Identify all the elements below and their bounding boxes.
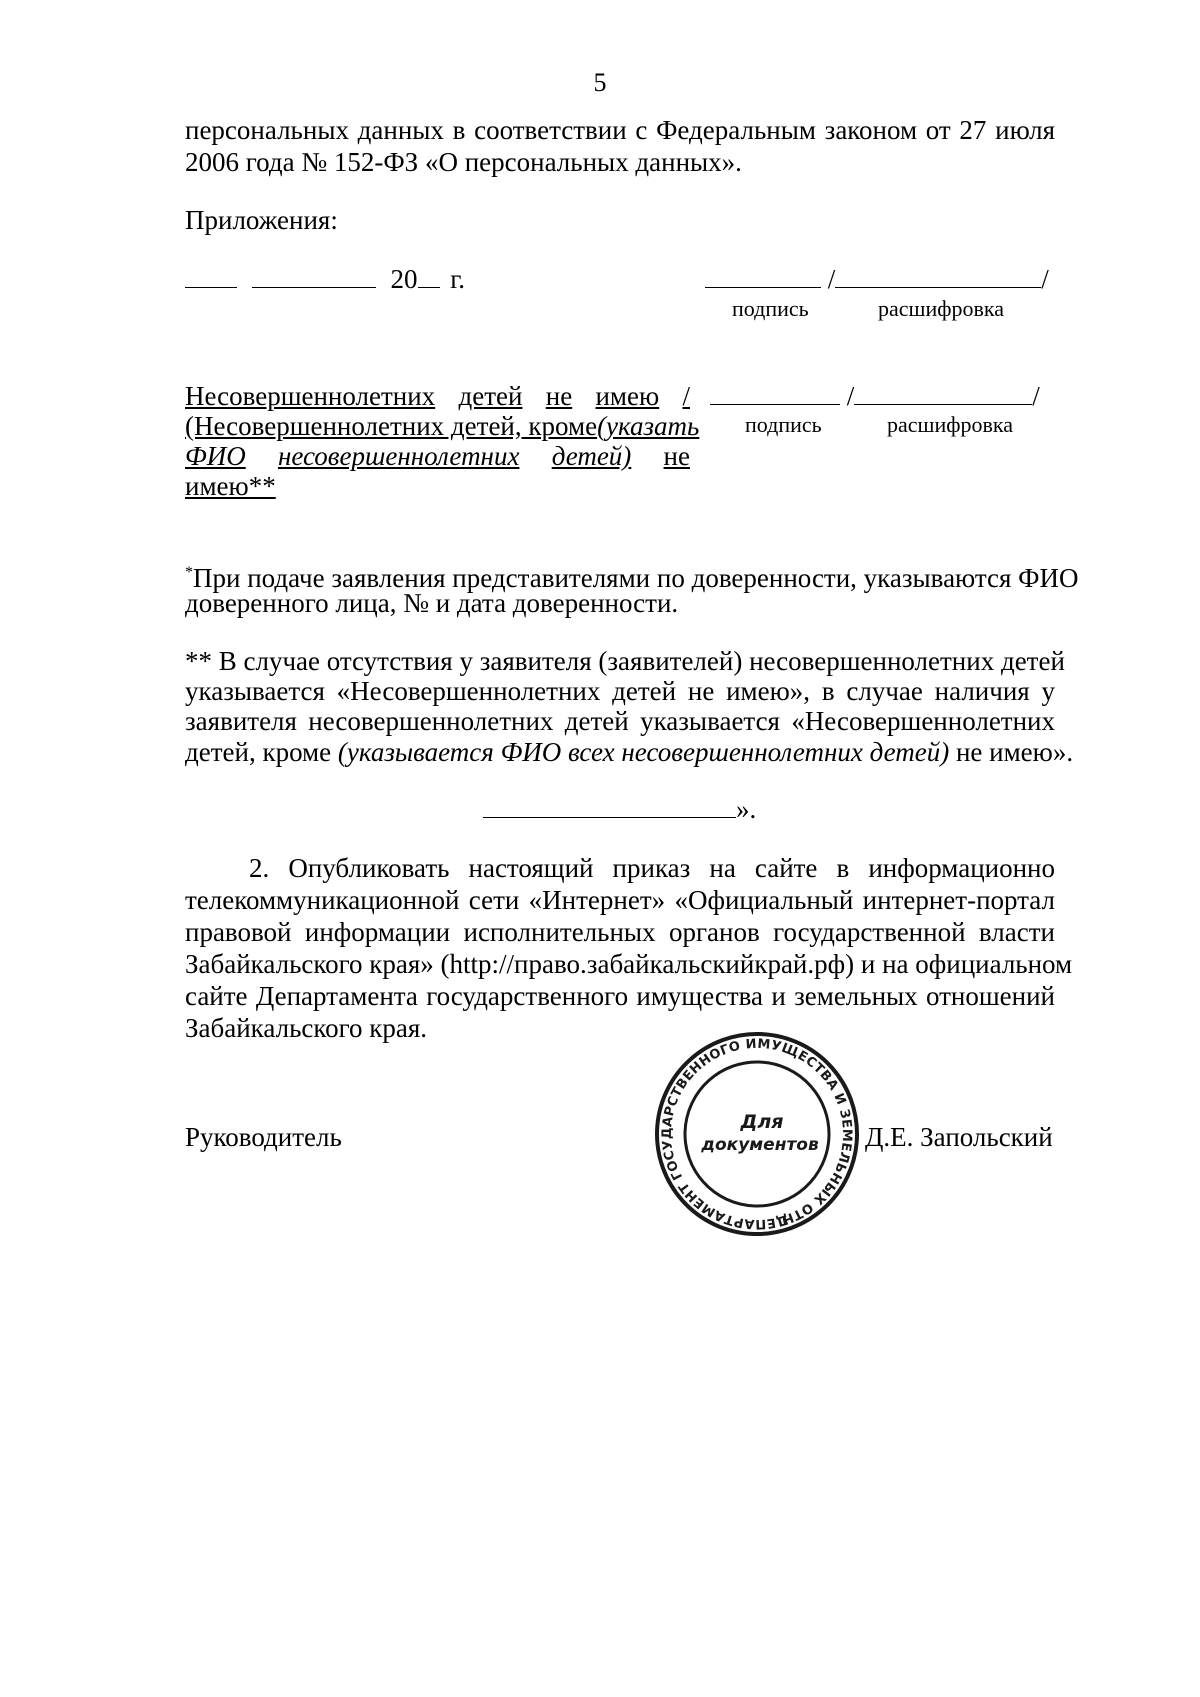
item2-line-2: телекоммуникационной сети «Интернет» «Официальный интернет-портал: [185, 885, 1055, 915]
signature-line-1: / /: [705, 263, 1049, 295]
children-line-2-prefix: (Несовершеннолетних детей, кроме: [185, 411, 598, 441]
children-word: имею: [595, 381, 660, 411]
year-prefix: 20: [390, 264, 418, 294]
decoding-label-1: расшифровка: [878, 296, 1005, 321]
attachments-label: Приложения:: [185, 205, 338, 235]
item2-line-5: сайте Департамента государственного имущества и земельных отношений: [185, 981, 1055, 1011]
footnote-2-line-2: указывается «Несовершеннолетних детей не имею», в случае наличия у: [185, 676, 1055, 706]
footnote-1-line-2: доверенного лица, № и дата доверенности.: [185, 588, 679, 618]
signatory-name: Д.Е. Запольский: [865, 1122, 1053, 1152]
intro-line-1: персональных данных в соответствии с Федеральным законом от 27 июля: [185, 115, 1055, 145]
decoding-blank: [854, 403, 1032, 405]
item2-line-3: правовой информации исполнительных органов государственной власти: [185, 917, 1055, 947]
footnote-2-suffix: не имею».: [949, 737, 1074, 767]
item2-line-6: Забайкальского края.: [185, 1013, 428, 1043]
footnote-2-line-3: заявителя несовершеннолетних детей указывается «Несовершеннолетних: [185, 706, 1055, 736]
decoding-blank: [835, 286, 1041, 288]
closing-line: [483, 793, 756, 825]
children-italic-word: детей): [551, 441, 632, 471]
children-line-2-italic: (указать: [597, 411, 700, 441]
children-word: не: [545, 381, 573, 411]
footnote-2-italic: (указывается ФИО всех несовершеннолетних детей): [337, 737, 950, 767]
footnote-2-line-4: [185, 736, 1073, 768]
closing-blank: [483, 816, 736, 818]
page-number: 5: [593, 68, 607, 97]
signature-line-2: / /: [710, 380, 1040, 412]
children-line-3-tail: не: [663, 441, 690, 471]
day-blank: [185, 286, 237, 288]
children-italic-word: несовершеннолетних: [277, 441, 520, 471]
closing-quote: ».: [736, 794, 757, 824]
year-suffix: г.: [450, 264, 466, 294]
signature-label-2: подпись: [745, 412, 822, 437]
children-line-4: имею**: [185, 471, 276, 501]
footnote-1-text: При подаче заявления представителями по доверенности, указываются ФИО: [193, 563, 1079, 593]
footnote-mark: *: [185, 564, 193, 581]
year-blank: [418, 286, 440, 288]
children-line-2: [185, 410, 700, 442]
item2-line-4: Забайкальского края» (http://право.забайкальскийкрай.рф) и на официальном: [185, 949, 1073, 979]
official-stamp: [650, 1030, 865, 1238]
decoding-label-2: расшифровка: [887, 412, 1014, 437]
stamp-center-line-2: документов: [701, 1135, 819, 1155]
signature-label-1: подпись: [732, 296, 809, 321]
signature-blank: [710, 403, 840, 405]
item2-line-1: 2. Опубликовать настоящий приказ на сайте в информационно: [249, 853, 1055, 883]
children-line-1: [185, 380, 690, 412]
month-blank: [252, 286, 376, 288]
intro-line-2: 2006 года № 152-ФЗ «О персональных данных».: [185, 147, 742, 177]
children-line-3: [185, 440, 690, 472]
stamp-ring-text: ДЕПАРТАМЕНТ ГОСУДАРСТВЕННОГО ИМУЩЕСТВА И ЗЕМЕЛЬНЫХ ОТНОШЕНИЙ: [659, 1036, 855, 1232]
date-line: [185, 263, 465, 295]
footnote-2-line-1: ** В случае отсутствия у заявителя (заявителей) несовершеннолетних детей: [185, 646, 1065, 676]
children-word: Несовершеннолетних: [185, 381, 436, 411]
children-word: /: [682, 381, 690, 411]
signatory-title: Руководитель: [185, 1122, 342, 1152]
stamp-center-line-1: Для: [740, 1111, 784, 1133]
footnote-2-prefix: детей, кроме: [185, 737, 338, 767]
signature-blank: [705, 286, 821, 288]
children-word: детей: [458, 381, 523, 411]
children-italic-word: ФИО: [185, 441, 246, 471]
